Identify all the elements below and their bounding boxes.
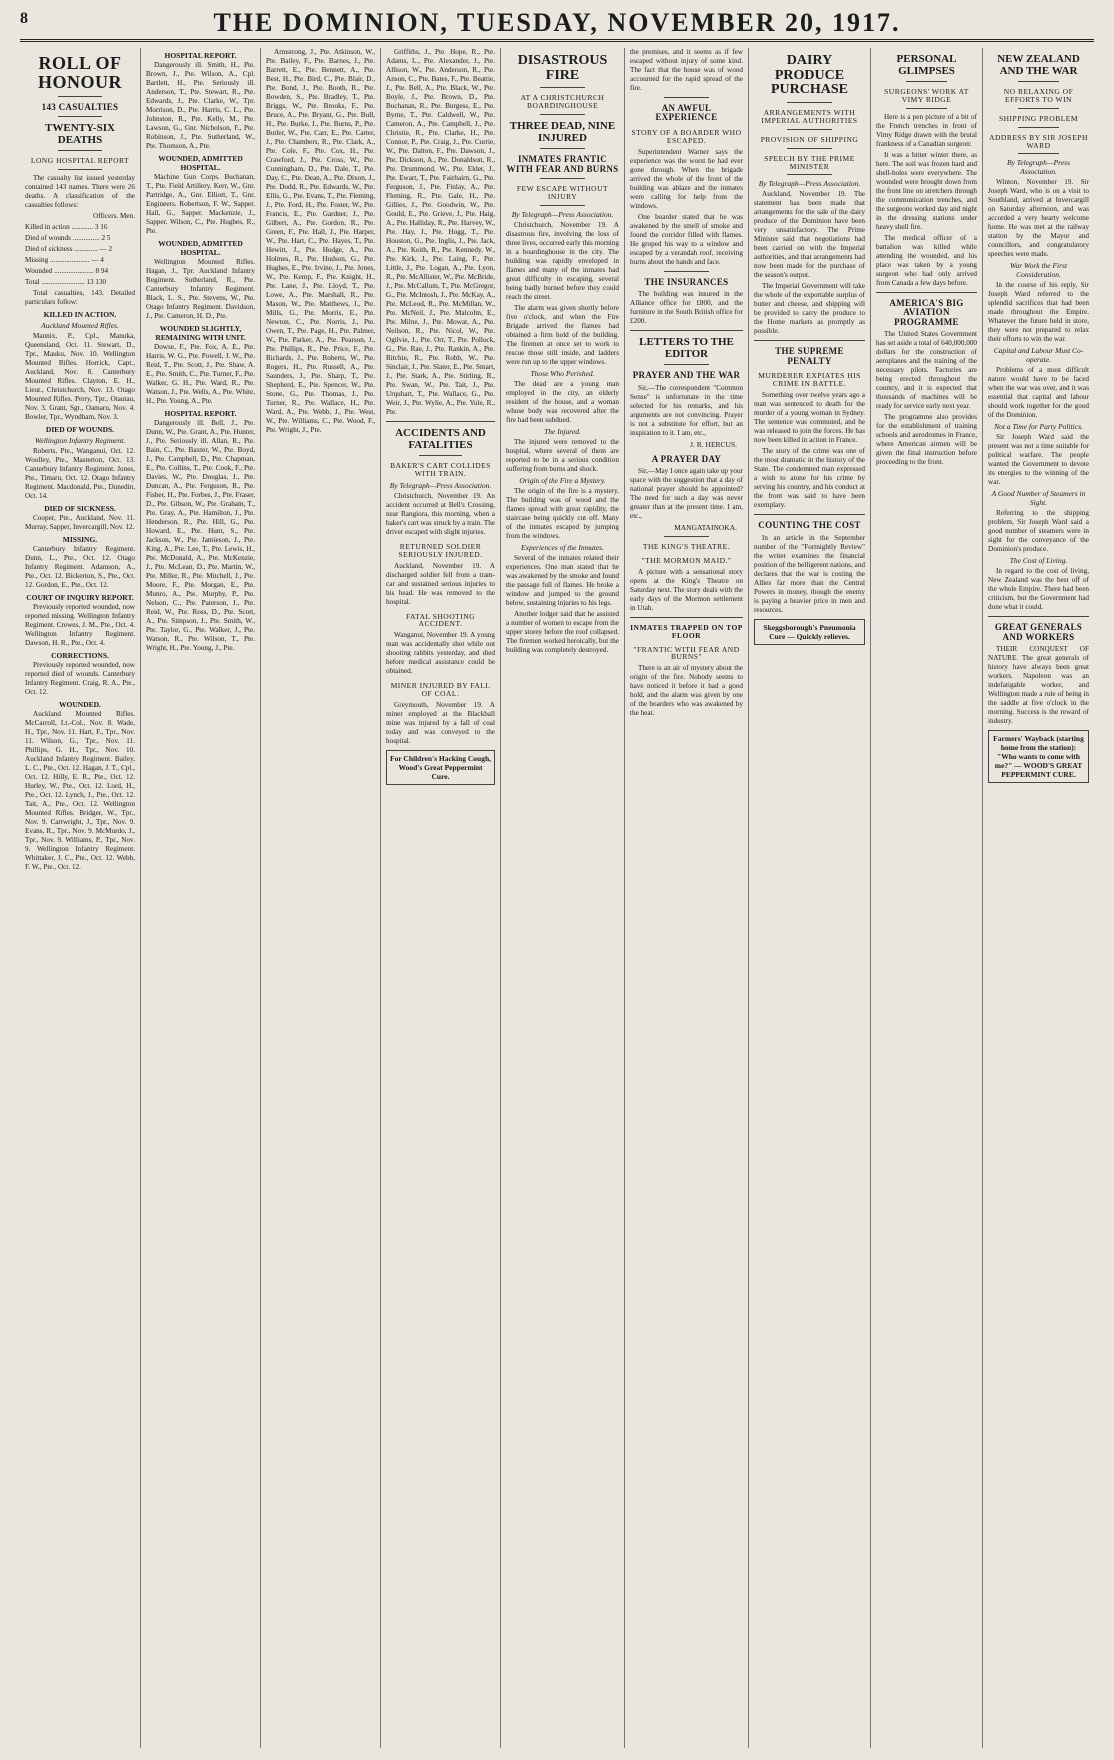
news-credit: By Telegraph—Press Association. [389, 480, 492, 490]
accidents-headline: ACCIDENTS AND FATALITIES [395, 427, 486, 451]
section-heading: KILLED IN ACTION. [43, 310, 117, 320]
divider [664, 271, 709, 272]
paragraph: In regard to the cost of living, New Zealand was the best off of the whole Empire. There had been criticism, but the Government had done what it could. [988, 567, 1089, 612]
paragraph: Dangerously ill. Bell, J., Pte. Dunn, W., Pte. Grant, A., Pte. Hunter, J., Pte. Seriously ill. Allan, R., Pte. Bain, C., Pte. Baxter, W., Pte. Boyd, J., Pte. Campbell, D., Pte. Chapman, E., Pte. Collins, T., Pte. Cook, F., Pte. Davies, W., Pte. Douglas, J., Pte. Duncan, A., Pte. Ferguson, R., Pte. Fisher, H., Pte. Forbes, J., Pte. Fraser, D., Pte. Gibson, W., Pte. Graham, T., Pte. Gray, A., Pte. Hamilton, J., Pte. Henderson, R., Pte. Hill, G., Pte. Howard, E., Pte. Hunt, S., Pte. Jackson, W., Pte. Jamieson, J., Pte. King, A., Pte. Lee, T., Pte. Lewis, H., Pte. McDonald, A., Pte. McKenzie, J., Pte. McLean, D., Pte. Martin, W., Pte. Miller, R., Pte. Mitchell, J., Pte. Moore, F., Pte. Morgan, E., Pte. Munro, A., Pte. Murphy, P., Pte. Nelson, C., Pte. Paterson, J., Pte. Reid, W., Pte. Ross, D., Pte. Scott, A., Pte. Simpson, J., Pte. Smith, W., Pte. Taylor, G., Pte. Walker, J., Pte. Watson, R., Pte. Wilson, T., Pte. Wright, H., Pte. Young, J., Pte. [146, 419, 255, 652]
paragraph: Several of the inmates related their experiences. One man stated that he was awakened by the smoke and found the passage full of flames. He broke a window and jumped to the ground below, sustaining injuries to his legs. [506, 553, 619, 607]
paragraph: Previously reported wounded, now reported died of wounds. Canterbury Infantry Regiment. Craig, R. A., Pte., Oct. 12. [25, 661, 135, 697]
paragraph: Problems of a most difficult nature would have to be faced when the war was over, and it was essential that capital and labour should work together for the good of the Dominion. [988, 366, 1089, 420]
masthead-rule [20, 39, 1094, 42]
divider [386, 421, 495, 422]
column-casualty-list-4 [380, 48, 500, 1748]
article-headline: INMATES TRAPPED ON TOP FLOOR [630, 622, 743, 640]
table-row: Died of sickness ............. — 2 [25, 245, 113, 254]
article-deck: MINER INJURED BY FALL OF COAL. [390, 681, 491, 699]
subheading: The Cost of Living. [1009, 556, 1068, 566]
divider [419, 455, 463, 456]
news-credit: By Telegraph—Press Association. [758, 179, 861, 189]
article-deck: SHIPPING PROBLEM [998, 113, 1079, 123]
divider [906, 81, 946, 82]
dairy-headline: DAIRY PRODUCE PURCHASE [770, 53, 848, 98]
paragraph: The alarm was given shortly before five o'clock, and when the Fire Brigade arrived the flames had obtained a firm hold of the building. The firemen at once set to work to rescue those still inside, and ladders were run up to the upper windows. [506, 303, 619, 366]
paragraph: It was a bitter winter there, as here. The soil was frozen hard and shell-holes were everywhere. The wounded were brought down from the front line on stretchers through the communication trenches, and the surgeons worked day and night in the dressing stations under heavy shell fire. [876, 150, 977, 231]
regiment-name: Auckland Mounted Rifles. [41, 321, 119, 331]
divider [1018, 81, 1058, 82]
section-heading: DIED OF WOUNDS. [45, 425, 115, 435]
article-deck: INMATES FRANTIC WITH FEAR AND BURNS [506, 154, 619, 174]
paragraph: The medical officer of a battalion was killed while attending the wounded, and his place was taken by a young surgeon who had only arrived from Canada a few days before. [876, 233, 977, 287]
divider [787, 102, 831, 103]
divider [906, 108, 946, 109]
article-headline: PRAYER AND THE WAR [632, 370, 741, 381]
paragraph: Canterbury Infantry Regiment. Dunn, L., Pte., Oct. 12. Otago Infantry Regiment. Adamson, A., Pte., Oct. 12. Bickerton, S., Pte., Oct. 12. Gordon, E., Pte., Oct. 12. [25, 545, 135, 590]
divider [630, 617, 743, 618]
column-personal-glimpses [870, 48, 982, 1748]
paragraph: Auckland, November 19. A discharged soldier fell from a tram-car and sustained serious injuries to his head. He was removed to the hospital. [386, 561, 495, 606]
divider [754, 340, 865, 341]
subheading: Experiences of the Inmates. [521, 542, 604, 552]
section-heading: COURT OF INQUIRY REPORT. [26, 593, 134, 603]
subheading: The Injured. [544, 426, 581, 436]
paragraph: The United States Government has set aside a total of 640,000,000 dollars for the construction of aeroplanes and the training of the necessary pilots. Factories are being erected throughout the country, and it is expected that thousands of machines will be ready for service early next year. [876, 330, 978, 411]
divider [787, 174, 831, 175]
divider [540, 205, 585, 206]
advertisement: Farmers' Wayback (starting home from the station): "Who wants to come with me?" — WOOD'S GREAT PEPPERMINT CURE. [988, 730, 1089, 783]
page-number: 8 [20, 10, 28, 27]
section-heading: DIED OF SICKNESS. [44, 504, 116, 514]
paragraph: Sir,—The correspondent "Common Sense" is unfortunate in the time selected for his remarks, and his arguments are not convincing. Prayer is not a substitute for effort, but an inspiration to it. I am, etc., [630, 383, 743, 437]
paragraph: Dowse, F., Pte. Fox, A. E., Pte. Harris, W. G., Pte. Powell, J. W., Pte. Reid, T., Pte. Scott, J., Pte. Shaw, A. E., Pte. Smith, C., Pte. Turner, F., Pte. Walker, G. H., Pte. Ward, R., Pte. Watson, J., Pte. Wells, A., Pte. White, H., Pte. Young, A., Pte. [146, 343, 255, 405]
divider [876, 292, 977, 293]
paragraph: The story of the crime was one of the most dramatic in the history of the State. The condemned man expressed a wish to atone for his crime by serving his country, and his conduct at the front was said to have been exemplary. [754, 447, 865, 510]
paragraph: Wellington Mounted Rifles. Hagan, J., Tpr. Auckland Infantry Regiment. Sutherland, R., Pte. Canterbury Infantry Regiment. Black, L. S., Pte. Stevens, W., Pte. Otago Infantry Regiment. Davidson, J., Pte. Cameron, H. D., Pte. [146, 258, 255, 320]
divider [787, 148, 831, 149]
paragraph: Something over twelve years ago a man was sentenced to death for the murder of a young woman in Sydney. The sentence was commuted, and he was released to join the forces. He has now been killed in action in France. [754, 391, 865, 445]
paragraph: Referring to the shipping problem, Sir Joseph Ward said a good number of steamers were in sight for the conveyance of the Dominion's produce. [988, 509, 1089, 554]
paragraph: Wanganui, November 19. A young man was accidentally shot while out shooting rabbits yesterday, and died before medical assistance could be obtained. [386, 631, 495, 676]
paragraph: Sir,—May I once again take up your space with the suggestion that a day of national prayer should be appointed? The need for such a day was never greater than at the present time. I am, etc., [630, 467, 743, 521]
divider [58, 169, 102, 170]
divider [58, 150, 102, 151]
paragraph: The origin of the fire is a mystery. The building was of wood and the flames spread with great rapidity, the staircase being quickly cut off. Many of the inmates escaped by jumping from the windows. [506, 486, 619, 540]
paragraph: Armstrong, J., Pte. Atkinson, W., Pte. Bailey, F., Pte. Barnes, J., Pte. Barrett, E., Pte. Bennett, A., Pte. Best, H., Pte. Bird, C., Pte. Blair, D., Pte. Bond, J., Pte. Booth, R., Pte. Bowden, S., Pte. Bradley, T., Pte. Briggs, W., Pte. Brooks, F., Pte. Bruce, A., Pte. Bryant, G., Pte. Bull, H., Pte. Burke, J., Pte. Burns, P., Pte. Butler, W., Pte. Carr, E., Pte. Carter, J., Pte. Chambers, R., Pte. Clark, A., Pte. Cole, F., Pte. Cox, H., Pte. Crawford, J., Pte. Cross, W., Pte. Cunningham, D., Pte. Dale, T., Pte. Day, C., Pte. Dean, A., Pte. Dixon, J., Pte. Dodd, R., Pte. Edwards, W., Pte. Ellis, G., Pte. Evans, T., Pte. Fleming, J., Pte. Ford, H., Pte. Foster, W., Pte. Francis, E., Pte. Gardner, J., Pte. Gilbert, A., Pte. Gordon, R., Pte. Green, F., Pte. Hall, J., Pte. Harper, W., Pte. Hart, C., Pte. Hayes, T., Pte. Hewitt, J., Pte. Hodge, A., Pte. Holmes, R., Pte. Hudson, G., Pte. Hughes, E., Pte. Irvine, J., Pte. Jones, W., Pte. Kemp, F., Pte. Knight, H., Pte. Lane, J., Pte. Lloyd, T., Pte. Lowe, A., Pte. Marshall, R., Pte. Mason, W., Pte. Matthews, J., Pte. Mills, G., Pte. Morris, E., Pte. Newton, C., Pte. Norris, J., Pte. Owen, T., Pte. Page, H., Pte. Palmer, W., Pte. Parker, A., Pte. Pearson, J., Pte. Phillips, R., Pte. Price, F., Pte. Richards, J., Pte. Roberts, W., Pte. Rogers, H., Pte. Russell, A., Pte. Saunders, J., Pte. Sharp, T., Pte. Shepherd, E., Pte. Spencer, W., Pte. Stone, G., Pte. Thomas, J., Pte. Turner, R., Pte. Wallace, H., Pte. Ward, A., Pte. Webb, J., Pte. West, W., Pte. Williams, C., Pte. Wood, F., Pte. Wright, J., Pte. [266, 48, 375, 434]
letters-headline: LETTERS TO THE EDITOR [639, 336, 734, 360]
article-headline: THE INSURANCES [644, 276, 729, 287]
article-headline: A PRAYER DAY [651, 453, 722, 464]
section-heading: WOUNDED, ADMITTED HOSPITAL. [158, 239, 243, 257]
column-letters [624, 48, 748, 1748]
subheading: Origin of the Fire a Mystery. [519, 475, 606, 485]
article-deck: SURGEONS' WORK AT VIMY RIDGE [884, 87, 969, 104]
hospital-deck: LONG HOSPITAL REPORT [30, 156, 130, 166]
paragraph: In an article in the September number of the "Fortnightly Review" the writer examines the financial position of the belligerent nations, and declares that the war is costing the Allies far more than the Central Powers in money, though the enemy is paying a heavier price in men and resources. [754, 533, 865, 614]
divider [1018, 153, 1058, 154]
subheading: Those Who Perished. [530, 368, 595, 378]
paragraph: Mannix, P., Cpl., Manuka, Queensland, Oct. 11. Stewart, D., Tpr., Mauku, Nov. 10. Wellington Mounted Rifles. Horrick, Capt., Auckland, Nov. 8. Canterbury Mounted Rifles. Clayton, E. H., Lieut., Christchurch, Nov. 13. Otago Mounted Rifles. Perry, Tpr., Otautau, Nov. 3. Grant, Sgt., Oamaru, Nov. 4. Bowler, Tpr., Wyndham, Nov. 3. [25, 332, 135, 422]
advertisement: For Children's Hacking Cough, Wood's Great Peppermint Cure. [386, 750, 495, 785]
table-row: Died of wounds ............... 2 5 [25, 234, 111, 243]
column-casualty-list-2 [140, 48, 260, 1748]
deaths-deck: TWENTY-SIX DEATHS [45, 122, 115, 146]
divider [540, 114, 585, 115]
fire-headline: DISASTROUS FIRE [517, 53, 608, 83]
paragraph: Total casualties, 143. Detailed particulars follow: [25, 289, 135, 307]
table-row: Total ........................ 13 130 [25, 278, 107, 287]
paragraph: Griffiths, J., Pte. Hope, R., Pte. Adams, L., Pte. Alexander, J., Pte. Allison, W., Pte. Anderson, R., Pte. Anson, C., Pte. Bates, F., Pte. Beattie, J., Pte. Bell, A., Pte. Black, W., Pte. Boyle, J., Pte. Brown, D., Pte. Buchanan, R., Pte. Burgess, E., Pte. Byrne, T., Pte. Caldwell, W., Pte. Cameron, A., Pte. Campbell, J., Pte. Christie, R., Pte. Clarke, H., Pte. Connor, P., Pte. Craig, J., Pte. Currie, W., Pte. Dalton, F., Pte. Dawson, J., Pte. Dickson, A., Pte. Donaldson, R., Pte. Drummond, W., Pte. Elder, J., Pte. Ewart, T., Pte. Fairbairn, G., Pte. Ferguson, J., Pte. Finlay, A., Pte. Fleming, R., Pte. Gale, H., Pte. Gillies, J., Pte. Goodwin, W., Pte. Gould, E., Pte. Grieve, J., Pte. Haig, A., Pte. Halliday, R., Pte. Harvey, W., Pte. Hay, J., Pte. Hogg, T., Pte. Houston, G., Pte. Inglis, J., Pte. Jack, A., Pte. Keith, R., Pte. Kennedy, W., Pte. Kirk, J., Pte. Laing, F., Pte. Little, J., Pte. Logan, A., Pte. Lyon, R., Pte. McAllister, W., Pte. McBride, J., Pte. McCallum, T., Pte. McGregor, G., Pte. McIntosh, J., Pte. McKay, A., Pte. McLeod, R., Pte. McMillan, W., Pte. McNeil, J., Pte. Malcolm, E., Pte. Milne, J., Pte. Mowat, A., Pte. Neilson, R., Pte. Nicol, W., Pte. Ogilvie, J., Pte. Orr, T., Pte. Pollock, G., Pte. Rae, J., Pte. Rankin, A., Pte. Ritchie, R., Pte. Robb, W., Pte. Sinclair, J., Pte. Slater, E., Pte. Smart, J., Pte. Stark, A., Pte. Stirling, R., Pte. Swan, W., Pte. Tait, J., Pte. Urquhart, T., Pte. Wallace, G., Pte. Weir, J., Pte. Wylie, A., Pte. Yule, R., Pte. [386, 48, 495, 416]
masthead [20, 8, 1094, 42]
column-roll-of-honour [20, 48, 140, 1748]
subheading: Capital and Labour Must Co-operate. [993, 346, 1084, 365]
news-credit: By Telegraph—Press Association. [1007, 158, 1070, 177]
article-deck: ADDRESS BY SIR JOSEPH WARD [989, 132, 1088, 150]
article-deck: ARRANGEMENTS WITH IMPERIAL AUTHORITIES [761, 108, 858, 125]
paragraph: Christchurch, November 19. A disastrous fire, involving the loss of three lives, occurred early this morning in a boardinghouse in the city. The building was rapidly enveloped in flames and many of the inmates had great difficulty in escaping, several being badly burned before they could reach the street. [506, 220, 619, 301]
paragraph: Previously reported wounded, now reported missing. Wellington Infantry Regiment. Crewes, J. M., Pte., Oct. 4. Wellington Infantry Regiment. Dawson, H. R., Pte., Oct. 4. [25, 603, 135, 648]
paragraph: the premises, and it seems as if few escaped without injury of some kind. The fact that the house was of wood accounted for the rapid spread of the fire. [630, 48, 743, 92]
advertisement: Skeggsborough's Pneumonia Cure — Quickly relieves. [754, 619, 865, 645]
column-disastrous-fire [500, 48, 624, 1748]
article-deck: "THE MORMON MAID." [641, 555, 732, 565]
section-heading: WOUNDED SLIGHTLY, REMAINING WITH UNIT. [155, 324, 246, 342]
paragraph: The programme also provides for the establishment of training schools and aerodromes in France, where American airmen will be given the final instruction before proceeding to the front. [876, 413, 977, 467]
article-deck: AT A CHRISTCHURCH BOARDINGHOUSE [520, 93, 605, 111]
paragraph: Another lodger said that he assisted a number of women to escape from the upper storey before the roof collapsed. The firemen worked heroically, but the building was completely destroyed. [506, 609, 619, 654]
paragraph: Cooper, Pte., Auckland, Nov. 11. Murray, Sapper, Invercargill, Nov. 12. [25, 514, 135, 532]
divider [1018, 127, 1058, 128]
section-heading: HOSPITAL REPORT. [164, 51, 237, 60]
article-deck: FATAL SHOOTING ACCIDENT. [405, 611, 476, 629]
article-deck: NO RELAXING OF EFFORTS TO WIN [1003, 87, 1074, 104]
subheading: A Good Number of Steamers in Sight. [991, 489, 1086, 508]
paragraph: Roberts, Pte., Wanganui, Oct. 12. Woolley, Pte., Masterton, Oct. 13. Canterbury Infantry Regiment. Jones, Pte., Timaru, Oct. 12. Otago Infantry Regiment. Macdonald, Pte., Dunedin, Oct. 14. [25, 447, 135, 501]
divider [58, 96, 102, 97]
paragraph: There is an air of mystery about the origin of the fire. Nobody seems to have noticed it before it had a good hold, and the alarm was given by one of the boarders who was awakened by the heat. [630, 664, 743, 718]
divider [664, 364, 709, 365]
paragraph: Sir Joseph Ward said the present was not a time suitable for political warfare. The people wanted the Government to devote its energies to the winning of the war. [988, 433, 1089, 487]
section-heading: WOUNDED, ADMITTED HOSPITAL. [158, 154, 243, 172]
divider [58, 116, 102, 117]
paragraph: Superintendent Warner says the experience was the worst he had ever gone through. When the brigade arrived the whole of the front of the building was ablaze and the inmates were calling for help from the windows. [630, 147, 743, 210]
article-deck: BAKER'S CART COLLIDES WITH TRAIN. [390, 461, 491, 478]
news-credit: By Telegraph—Press Association. [511, 209, 614, 219]
casualties-count: 143 CASUALTIES [41, 101, 119, 112]
column-new-zealand-war [982, 48, 1094, 1748]
paragraph: Machine Gun Corps. Buchanan, T., Pte. Field Artillery. Kerr, W., Gnr. Partridge, A., Gnr. Elliott, T., Gnr. Engineers. Robertson, F. W., Sapper. Hall, G., Sapper. Mackenzie, J., Sapper. Wilson, C., Pte. Hughes, R., Pte. [146, 173, 255, 235]
section-heading: MISSING. [62, 535, 98, 545]
divider [540, 178, 585, 179]
section-heading: HOSPITAL REPORT. [164, 409, 237, 418]
column-casualty-list-3 [260, 48, 380, 1748]
divider [988, 616, 1089, 617]
paragraph: The dead are a young man employed in the city, an elderly resident of the house, and a woman whose body was recovered after the fire had been subdued. [506, 379, 619, 424]
article-deck: MURDERER EXPIATES HIS CRIME IN BATTLE. [758, 371, 861, 389]
letter-signature: MANGATAINOKA. [674, 523, 737, 533]
newspaper-title: THE DOMINION, TUESDAY, NOVEMBER 20, 1917. [213, 8, 901, 37]
article-headline: AMERICA'S BIG AVIATION PROGRAMME [889, 297, 964, 327]
article-deck: STORY OF A BOARDER WHO ESCAPED. [631, 127, 742, 145]
divider [754, 514, 865, 515]
article-deck: "FRANTIC WITH FEAR AND BURNS" [633, 644, 740, 662]
subheading: Not a Time for Party Politics. [994, 422, 1083, 432]
divider [540, 148, 585, 149]
article-deck: PROVISION OF SHIPPING [760, 134, 859, 144]
paragraph: One boarder stated that he was awakened by the smell of smoke and found the corridor filled with flames. He groped his way to a window and escaped by a verandah roof, receiving burns about the hands and face. [630, 212, 743, 266]
nz-war-headline: NEW ZEALAND AND THE WAR [997, 53, 1080, 77]
divider [664, 97, 709, 98]
article-headline: THE KING'S THEATRE. [642, 542, 731, 552]
paragraph: THEIR CONQUEST OF NATURE. The great generals of history have always been great workers. Napoleon was an indefatigable worker, and Wellington made a rule of being in the saddle at five o'clock in the morning. Success is the reward of industry. [988, 645, 1089, 726]
paragraph: A picture with a sensational story opens at the King's Theatre on Saturday next. The story deals with the early days of the Mormon settlement in Utah. [630, 567, 743, 612]
article-intro: The casualty list issued yesterday contained 143 names. There were 26 deaths. A classification of the casualties follows: [25, 174, 135, 210]
paragraph: Christchurch, November 19. An accident occurred at Bell's Crossing, near Rangiora, this morning, when a baker's cart was struck by a train. The driver escaped with slight injuries. [386, 491, 495, 536]
paragraph: Auckland Mounted Rifles. McCarroll, Lt.-Col., Nov. 8. Wade, H., Tpr., Nov. 11. Hart, F., Tpr., Nov. 11. Wilson, G., Tpr., Nov. 11. Phillips, G. H., Tpr., Nov. 10. Auckland Infantry Regiment. Bailey, L. C., Pte., Oct. 12. Hagan, J. T., Cpl., Oct. 12. Hilly, E. R., Pte., Oct. 12. Hurley, W., Pte., Oct. 12. Lord, H., Pte., Oct. 12. Lynch, J., Pte., Oct. 12. Tait, A., Pte., Oct. 12. Wellington Mounted Rifles. Bridger, W., Tpr., Nov. 9. Cartwright, J., Tpr., Nov. 9. Evans, R., Tpr., Nov. 9. McMurdo, J., Tpr., Nov. 9. Williams, P., Tpr., Nov. 9. Wellington Infantry Regiment. Whittaker, J. C., Pte., Oct. 12. Webb, F. W., Pte., Oct. 12. [25, 710, 135, 872]
section-heading: CORRECTIONS. [51, 651, 109, 661]
divider [787, 129, 831, 130]
table-header: Officers. Men. [93, 212, 135, 221]
section-heading: WOUNDED. [59, 700, 101, 710]
paragraph: Dangerously ill. Smith, H., Pte. Brown, J., Pte. Wilson, A., Cpl. Bartlett, H., Pte. Seriously ill. Anderson, T., Pte. Stewart, R., Pte. Edwards, J., Pte. Clarke, W., Tpr. Morrison, D., Pte. Harris, C. L., Pte. Johnston, R., Pte. Kelly, M., Pte. Lawson, G., Gnr. Nicholson, F., Pte. Robinson, J., Pte. Sutherland, W., Pte. Thomson, A., Pte. [146, 61, 255, 150]
subheading: War Work the First Consideration. [1009, 261, 1068, 280]
table-row: Wounded ...................... 8 94 [25, 267, 109, 276]
table-row: Killed in action ............ 3 16 [25, 223, 108, 232]
paragraph: Greymouth, November 19. A miner employed at the Blackball mine was injured by a fall of coal today and was conveyed to the hospital. [386, 701, 495, 746]
table-row: Missing ...................... — 4 [25, 256, 104, 265]
paragraph: The injured were removed to the hospital, where several of them are reported to be in a serious condition suffering from burns and shock. [506, 437, 619, 473]
paragraph: Here is a pen picture of a bit of the French trenches in front of Vimy Ridge drawn with the brutal frankness of a Canadian surgeon: [876, 112, 977, 148]
regiment-name: Wellington Infantry Regiment. [34, 436, 126, 446]
column-dairy-produce [748, 48, 870, 1748]
divider [540, 87, 585, 88]
article-deck: THREE DEAD, NINE INJURED [509, 120, 616, 144]
article-deck: FEW ESCAPE WITHOUT INJURY [516, 184, 609, 201]
paragraph: The Imperial Government will take the whole of the exportable surplus of butter and cheese, and shipping will be provided to carry the produce to the Home markets as promptly as possible. [754, 282, 865, 336]
divider [630, 330, 743, 331]
article-headline: COUNTING THE COST [758, 520, 861, 531]
article-deck: SPEECH BY THE PRIME MINISTER [764, 153, 855, 171]
letter-signature: J. R. HERCUS. [690, 439, 737, 449]
article-headline: THE SUPREME PENALTY [775, 346, 844, 366]
divider [664, 536, 709, 537]
paragraph: In the course of his reply, Sir Joseph Ward referred to the splendid sacrifices that had been made throughout the Empire. Whatever the future held in store, they were not prepared to relax their efforts to win the war. [988, 281, 1089, 344]
paragraph: Winton, November 19. Sir Joseph Ward, who is on a visit to Southland, arrived at Invercargill on Saturday afternoon, and was accorded a very hearty welcome home. He was met at the railway station by the Mayor and councillors, and congratulatory speeches were made. [988, 178, 1089, 259]
article-headline: GREAT GENERALS AND WORKERS [994, 622, 1083, 642]
article-deck: RETURNED SOLDIER SERIOUSLY INJURED. [398, 541, 483, 559]
paragraph: The building was insured in the Alliance office for £800, and the furniture in the South British office for £200. [630, 290, 743, 326]
paragraph: Auckland, November 19. The statement has been made that arrangements for the sale of the dairy produce of the Dominion have been very unsatisfactory. The Prime Minister said that negotiations had been carried on with the Imperial authorities, and that arrangements had now been made for the purchase of the season's output. [754, 190, 865, 280]
article-headline: AN AWFUL EXPERIENCE [655, 103, 718, 123]
divider [1018, 108, 1058, 109]
roll-of-honour-headline: ROLL OF HONOUR [38, 53, 122, 92]
personal-glimpses-headline: PERSONAL GLIMPSES [896, 53, 957, 77]
